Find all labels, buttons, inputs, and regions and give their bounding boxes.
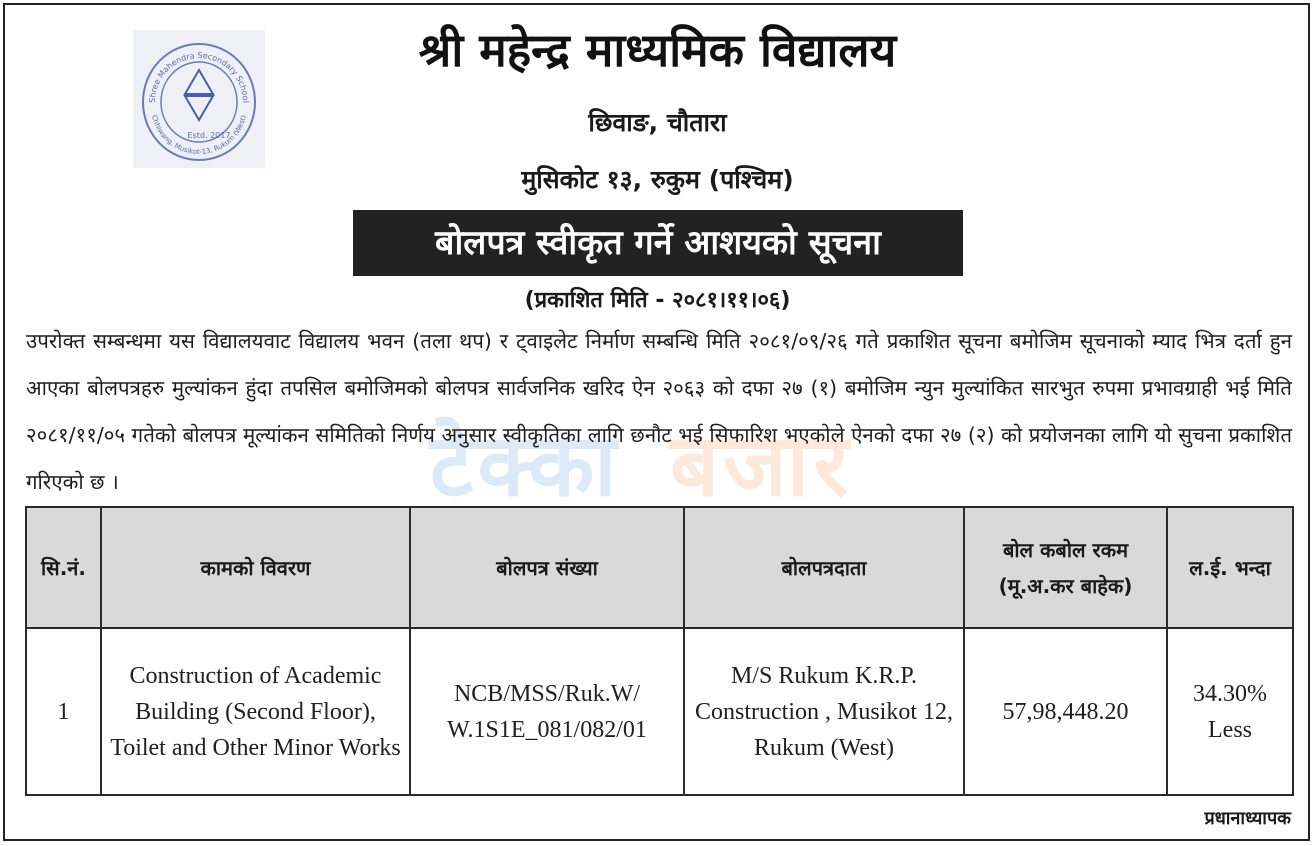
watermark-part-2: बजार	[670, 416, 853, 516]
cell-sn: 1	[26, 628, 101, 795]
watermark-part-1: टेक्का	[430, 416, 621, 516]
cell-below-estimate: 34.30% Less	[1167, 628, 1293, 795]
header-amount	[964, 507, 1167, 628]
address-line-1: छिवाङ, चौतारा	[588, 108, 727, 137]
cell-bid-number: NCB/MSS/Ruk.W/ W.1S1E_081/082/01	[410, 628, 684, 795]
header-sn: सि.नं.	[26, 507, 101, 628]
cell-bidder: M/S Rukum K.R.P. Construction , Musikot 12, Rukum (West)	[684, 628, 964, 795]
published-date: (प्रकाशित मिति - २०८१।११।०६)	[524, 288, 791, 313]
header-description: कामको विवरण	[101, 507, 410, 628]
school-name: श्री महेन्द्र माध्यमिक विद्यालय	[418, 23, 897, 77]
seal-established: Estd. 2017	[187, 131, 231, 140]
seal-text-bottom: Chhiwang, Musikot-13, Rukum (West)	[149, 114, 248, 157]
table-header-row	[26, 507, 1293, 628]
header-bidder: बोलपत्रदाता	[684, 507, 964, 628]
bid-table	[25, 506, 1294, 796]
signature-title: प्रधानाध्यापक	[1204, 808, 1291, 829]
seal-text-top: Shree Mahendra Secondary School	[147, 50, 251, 104]
header-amount-line-1: बोल कबोल रकम	[1002, 537, 1129, 562]
header-bid-number: बोलपत्र संख्या	[410, 507, 684, 628]
notice-paragraph: उपरोक्त सम्बन्धमा यस विद्यालयवाट विद्यालय भवन (तला थप) र ट्वाइलेट निर्माण सम्बन्धि मिति २०८१/०९/२६ गते प्रकाशित सूचना बमोजिम सूचनाको म्याद भित्र दर्ता हुन आएका बोलपत्रहरु मुल्यांकन हुंदा तपसिल बमोजिमको बोलपत्र सार्वजनिक खरिद ऐन २०६३ को दफा २७ (१) बमोजिम न्युन मुल्यांकित सारभुत रुपमा प्रभावग्राही भई मिति २०८१/११/०५ गतेको बोलपत्र मूल्यांकन समितिको निर्णय अनुसार स्वीकृतिका लागि छनौट भई सिफारिश भएकोले ऐनको दफा २७ (२) को प्रयोजनका लागि यो सुचना प्रकाशित गरिएको छ ।	[26, 329, 1292, 494]
cell-amount: 57,98,448.20	[964, 628, 1167, 795]
header-amount-line-2: (मू.अ.कर बाहेक)	[998, 573, 1133, 598]
table-row	[26, 628, 1293, 795]
cell-description: Construction of Academic Building (Second Floor), Toilet and Other Minor Works	[101, 628, 410, 795]
header-below-estimate: ल.ई. भन्दा	[1167, 507, 1293, 628]
address-line-2: मुसिकोट १३, रुकुम (पश्चिम)	[521, 165, 794, 194]
notice-title-banner: बोलपत्र स्वीकृत गर्ने आशयको सूचना	[353, 210, 963, 276]
